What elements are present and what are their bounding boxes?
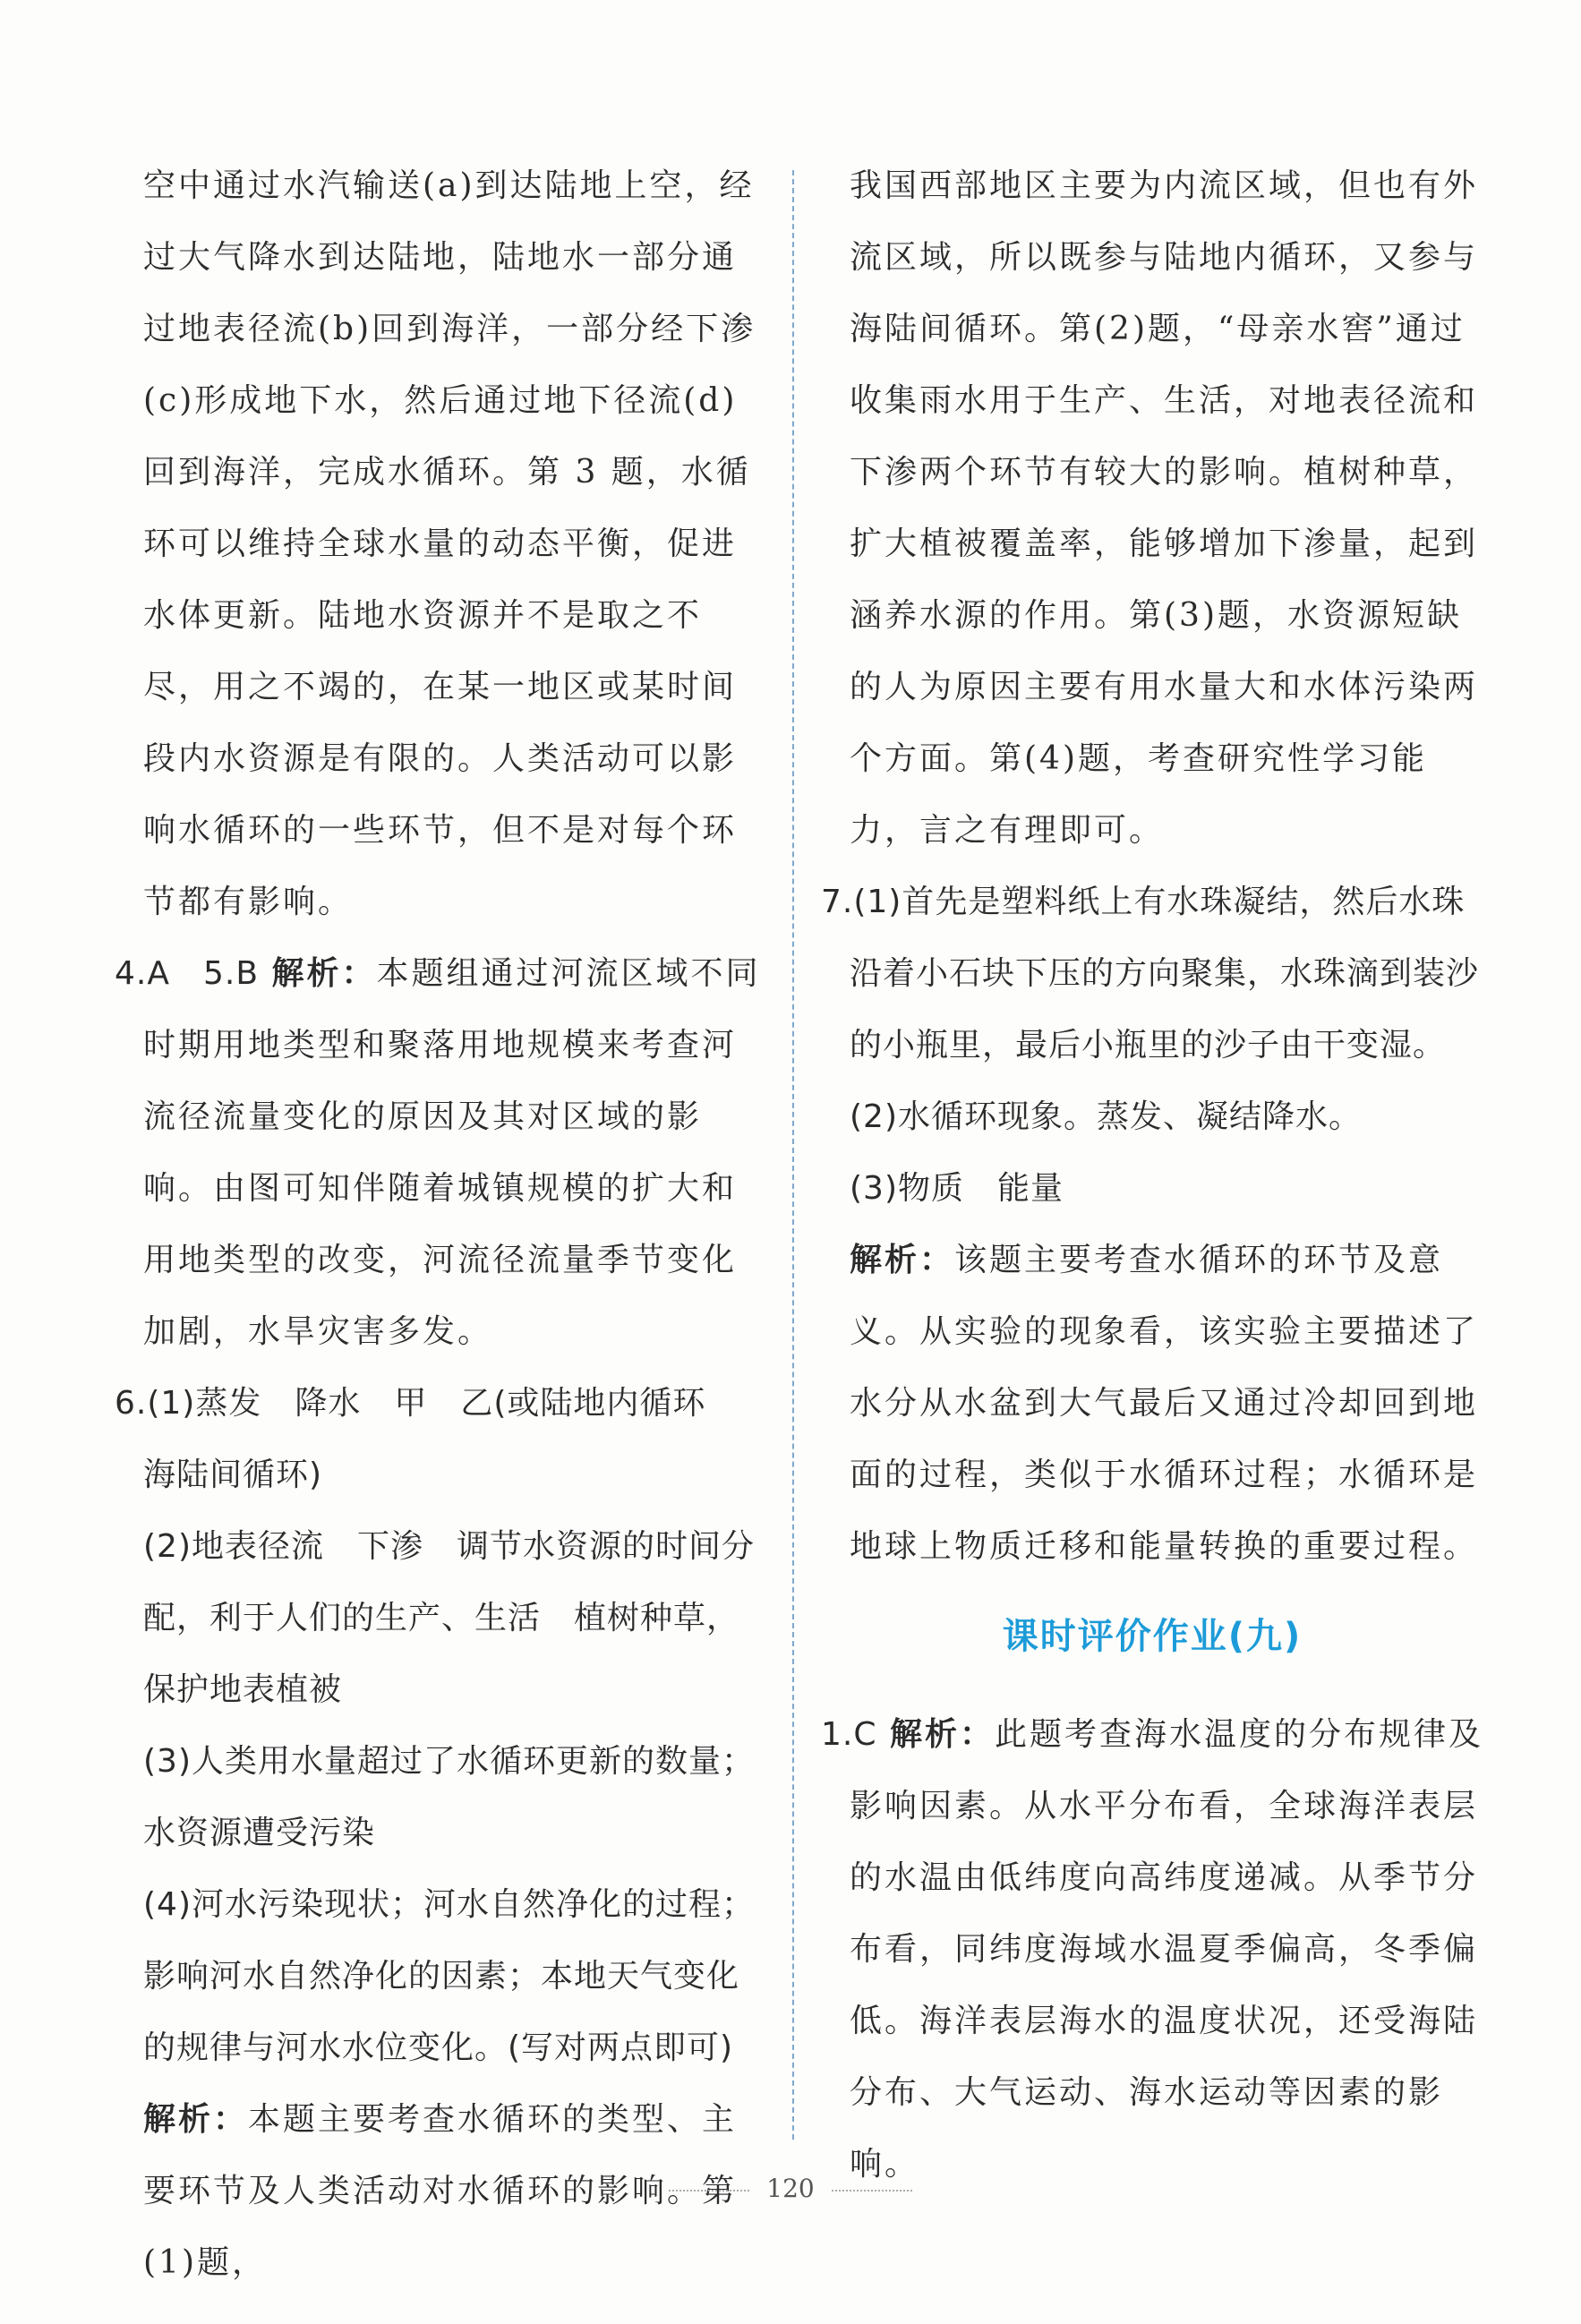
paragraph-continued-explanation: 空中通过水汽输送(a)到达陆地上空，经过大气降水到达陆地，陆地水一部分通过地表径流(b)回到海洋，一部分经下渗(c)形成地下水，然后通过地下径流(d)回到海洋，完成水循环。第 3 题，水循环可以维持全球水量的动态平衡，促进水体更新。陆地水资源并不是取之不尽，用之不竭的，在某一地区或某时间段内水资源是有限的。人类活动可以影响水循环的一些环节，但不是对每个环节都有影响。 (143, 167, 756, 920)
footer-dots-right (832, 2190, 912, 2192)
analysis-label: 解析： (850, 1242, 955, 1278)
answer-q6-1: 6.(1)蒸发 降水 甲 乙(或陆地内循环 海陆间循环) (115, 1385, 739, 1493)
footer-dots-left (669, 2190, 749, 2192)
answer-s9-q1 (821, 1699, 1483, 2200)
analysis-label: 解析： (889, 1716, 995, 1753)
answer-s9-q1-label: 1.C (821, 1716, 877, 1753)
answer-q6-4: (4)河水污染现状；河水自然净化的过程；影响河水自然净化的因素；本地天气变化的规律与河水水位变化。(写对两点即可) (143, 1886, 755, 2066)
section-title: 课时评价作业(九) (1002, 1616, 1303, 1657)
answer-q4-5 (115, 938, 768, 1368)
answer-q6-3: (3)人类用水量超过了水循环更新的数量；水资源遭受污染 (143, 1743, 755, 1851)
answer-q6-2: (2)地表径流 下渗 调节水资源的时间分配，利于人们的生产、生活 植树种草，保护地表植被 (143, 1528, 755, 1708)
answer-q7-analysis-text: 该题主要考查水循环的环节及意义。从实验的现象看，该实验主要描述了水分从水盆到大气最后又通过冷却回到地面的过程，类似于水循环过程；水循环是地球上物质迁移和能量转换的重要过程。 (850, 1242, 1479, 1565)
answer-q7-1: 7.(1)首先是塑料纸上有水珠凝结，然后水珠沿着小石块下压的方向聚集，水珠滴到装沙的小瓶里，最后小瓶里的沙子由干变湿。 (821, 884, 1480, 1064)
column-divider (792, 170, 794, 2140)
left-column (115, 150, 768, 2299)
answer-q7-3: (3)物质 能量 (850, 1170, 1064, 1207)
answer-q6-analysis-text: 本题主要考查水循环的类型、主要环节及人类活动对水循环的影响。第(1)题， (143, 2101, 738, 2281)
answer-q7-2: (2)水循环现象。蒸发、凝结降水。 (850, 1098, 1362, 1135)
answer-q4-5-analysis: 本题组通过河流区域不同时期用地类型和聚落用地规模来考查河流径流量变化的原因及其对区域的影响。由图可知伴随着城镇规模的扩大和用地类型的改变，河流径流量季节变化加剧，水旱灾害多发。 (143, 955, 761, 1350)
answer-q7-analysis (821, 1225, 1483, 1583)
answer-s9-q1-analysis: 此题考查海水温度的分布规律及影响因素。从水平分布看，全球海洋表层的水温由低纬度向高纬度递减。从季节分布看，同纬度海域水温夏季偏高，冬季偏低。海洋表层海水的温度状况，还受海陆分布、大气运动、海水运动等因素的影响。 (850, 1716, 1483, 2183)
paragraph-continued-q6-analysis: 我国西部地区主要为内流区域，但也有外流区域，所以既参与陆地内循环，又参与海陆间循环。第(2)题，“母亲水窖”通过收集雨水用于生产、生活，对地表径流和下渗两个环节有较大的影响。植树种草，扩大植被覆盖率，能够增加下渗量，起到涵养水源的作用。第(3)题，水资源短缺的人为原因主要有用水量大和水体污染两个方面。第(4)题，考查研究性学习能力，言之有理即可。 (850, 167, 1479, 849)
right-column (821, 150, 1483, 2200)
analysis-label: 解析： (271, 955, 377, 992)
page-footer (0, 2174, 1581, 2203)
analysis-label: 解析： (143, 2101, 249, 2138)
page-number: 120 (766, 2174, 815, 2203)
answer-q4-5-label: 4.A 5.B (115, 955, 260, 992)
